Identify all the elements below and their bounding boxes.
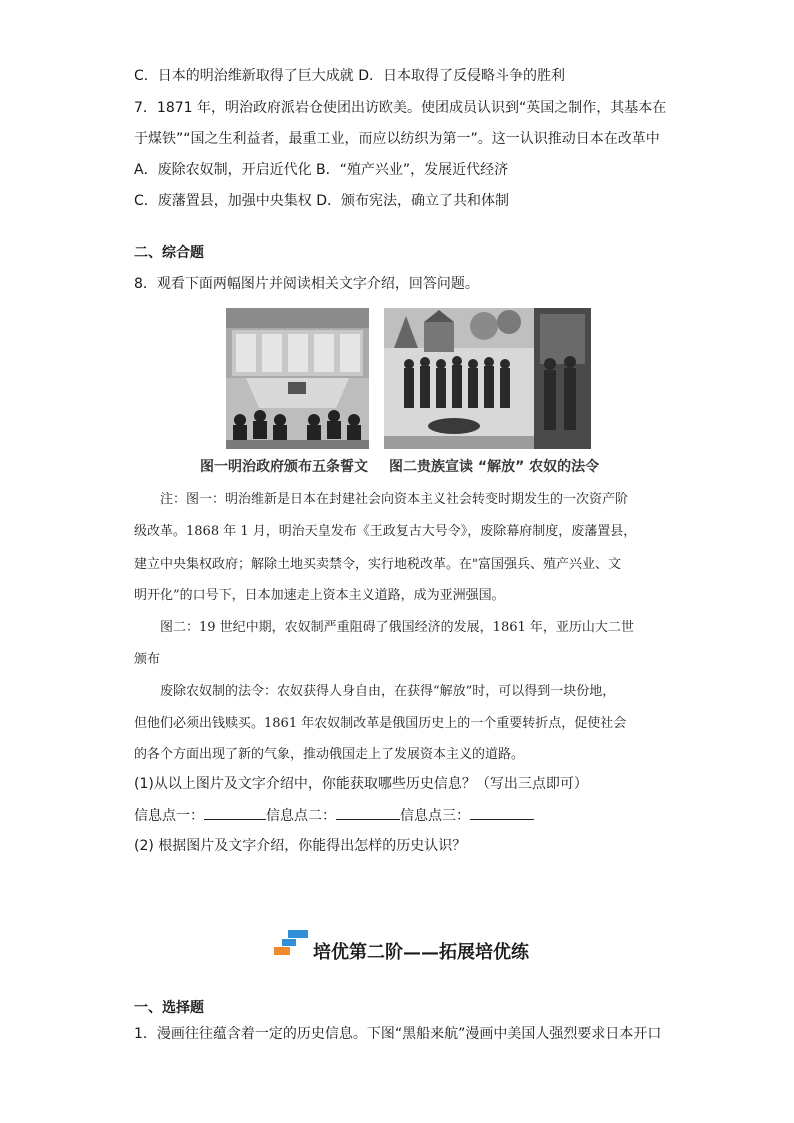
- info2-label: 信息点二：: [266, 808, 336, 824]
- part2-q1-stem: 1．漫画往往蕴含着一定的历史信息。下图“黑船来航”漫画中美国人强烈要求日本开口: [134, 1026, 662, 1042]
- part2-section-heading: 一、选择题: [134, 1000, 204, 1016]
- note1-line3: 建立中央集权政府；解除土地买卖禁令，实行地税改革。在"富国强兵、殖产兴业、文: [134, 557, 621, 572]
- note2-line3: 废除农奴制的法令：农奴获得人身自由，在获得“解放”时，可以得到一块份地，: [160, 684, 616, 699]
- note1-line2: 级改革。1868 年 1 月，明治天皇发布《王政复古大号令》，废除幕府制度，废藩置县，: [134, 524, 637, 539]
- note1-line4: 明开化”的口号下，日本加速走上资本主义道路，成为亚洲强国。: [134, 588, 505, 603]
- info1-blank[interactable]: [204, 805, 266, 820]
- info3-label: 信息点三：: [400, 808, 470, 824]
- note2-line2: 颁布: [134, 652, 161, 667]
- note1-line1: 注：图一：明治维新是日本在封建社会向资本主义社会转变时期发生的一次资产阶: [160, 492, 629, 507]
- stair-step-icon: [274, 930, 310, 960]
- q7-options-ab: A．废除农奴制，开启近代化 B．“殖产兴业”，发展近代经济: [134, 162, 509, 178]
- section2-heading: 二、综合题: [134, 245, 204, 261]
- q7-options-cd: C．废藩置县，加强中央集权 D．颁布宪法，确立了共和体制: [134, 193, 510, 209]
- sub-question-1: (1)从以上图片及文字介绍中，你能获取哪些历史信息？（写出三点即可）: [134, 776, 588, 792]
- figure1-caption: 图一明治政府颁布五条誓文: [200, 459, 368, 475]
- part2-title: 培优第二阶——拓展培优练: [313, 942, 529, 963]
- q8-stem: 8．观看下面两幅图片并阅读相关文字介绍，回答问题。: [134, 276, 479, 292]
- note2-line4: 但他们必须出钱赎买。1861 年农奴制改革是俄国历史上的一个重要转折点，促使社会: [134, 716, 627, 731]
- q6-options-cd: C．日本的明治维新取得了巨大成就 D．日本取得了反侵略斗争的胜利: [134, 68, 566, 84]
- info3-blank[interactable]: [470, 805, 534, 820]
- info1-label: 信息点一：: [134, 808, 204, 824]
- note2-line1: 图二：19 世纪中期，农奴制严重阻碍了俄国经济的发展，1861 年，亚历山大二世: [160, 620, 634, 635]
- serf-emancipation-illustration: [384, 308, 591, 449]
- note2-line5: 的各个方面出现了新的气象，推动俄国走上了发展资本主义的道路。: [134, 747, 525, 762]
- figure2-caption: 图二贵族宣读 “解放” 农奴的法令: [389, 459, 600, 475]
- info2-blank[interactable]: [336, 805, 400, 820]
- info-points-row: [134, 805, 534, 826]
- meiji-hall-illustration: [226, 308, 369, 449]
- q7-stem-line1: 7．1871 年，明治政府派岩仓使团出访欧美。使团成员认识到“英国之制作，其基本在: [134, 100, 667, 116]
- figure2-image: [384, 308, 591, 449]
- figure1-image: [226, 308, 369, 449]
- q7-stem-line2: 于煤铁”“国之生利益者，最重工业，而应以纺织为第一”。这一认识推动日本在改革中: [134, 131, 660, 147]
- sub-question-2: (2) 根据图片及文字介绍，你能得出怎样的历史认识？: [134, 838, 467, 854]
